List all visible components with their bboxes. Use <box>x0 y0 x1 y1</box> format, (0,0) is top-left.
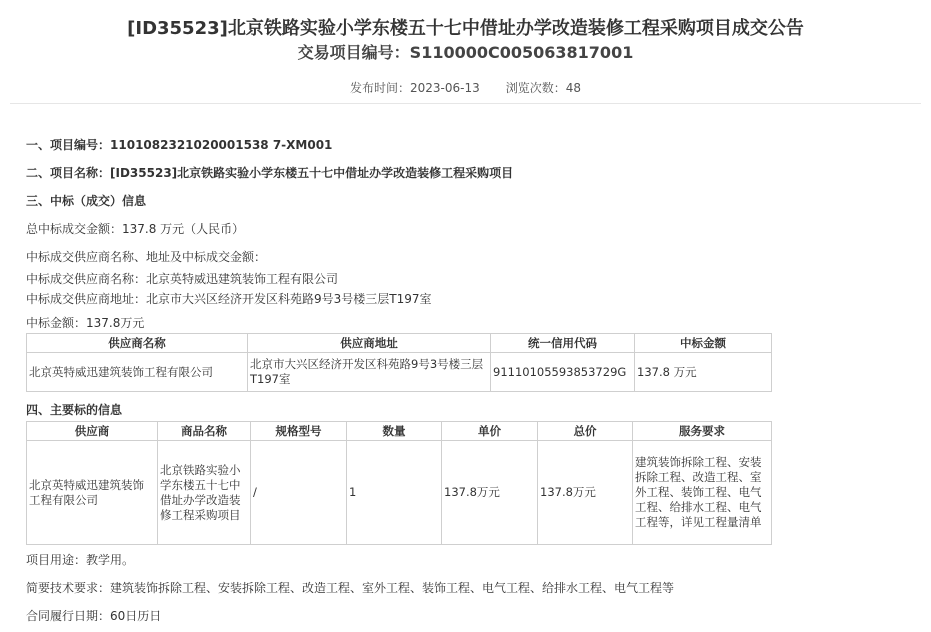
trade-number <box>0 40 931 63</box>
supplier-table <box>26 333 772 392</box>
table-header: 中标金额 <box>635 334 772 353</box>
table-header: 规格型号 <box>251 422 347 441</box>
project-number-value: 1101082321020001538 7-XM001 <box>110 138 333 152</box>
table-cell: 北京英特威迅建筑装饰工程有限公司 <box>27 441 158 545</box>
table-cell: 北京市大兴区经济开发区科苑路9号3号楼三层T197室 <box>248 353 491 392</box>
views-label: 浏览次数： <box>505 81 566 95</box>
table-header: 供应商 <box>27 422 158 441</box>
project-usage: 项目用途：教学用。 <box>26 553 135 567</box>
supplier-address: 中标成交供应商地址：北京市大兴区经济开发区科苑路9号3号楼三层T197室 <box>26 292 432 306</box>
award-amount: 中标金额：137.8万元 <box>26 316 145 330</box>
views-count: 48 <box>565 81 582 95</box>
table-cell: 137.8 万元 <box>635 353 772 392</box>
table-cell: 137.8万元 <box>442 441 538 545</box>
table-cell: 91110105593853729G <box>491 353 635 392</box>
publish-label: 发布时间： <box>349 81 410 95</box>
table-header: 商品名称 <box>158 422 251 441</box>
supplier-name: 中标成交供应商名称：北京英特威迅建筑装饰工程有限公司 <box>26 272 339 286</box>
project-name-label: 二、项目名称： <box>26 166 111 180</box>
table-header-row <box>27 334 772 353</box>
table-cell: 北京英特威迅建筑装饰工程有限公司 <box>27 353 248 392</box>
project-number-label: 一、项目编号： <box>26 138 111 152</box>
table-cell: / <box>251 441 347 545</box>
table-header: 统一信用代码 <box>491 334 635 353</box>
award-heading: 三、中标（成交）信息 <box>26 194 147 208</box>
table-cell: 1 <box>347 441 442 545</box>
items-table <box>26 421 772 545</box>
table-cell: 北京铁路实验小学东楼五十七中借址办学改造装修工程采购项目 <box>158 441 251 545</box>
trade-number-label: 交易项目编号： <box>297 43 410 62</box>
trade-number-value: S110000C005063817001 <box>409 43 634 62</box>
supplier-intro: 中标成交供应商名称、地址及中标成交金额： <box>26 250 267 264</box>
project-name <box>26 164 513 181</box>
project-number <box>26 136 332 153</box>
table-header: 服务要求 <box>633 422 772 441</box>
table-header: 单价 <box>442 422 538 441</box>
tech-requirements: 简要技术要求：建筑装饰拆除工程、安装拆除工程、改造工程、室外工程、装饰工程、电气工程、给排水工程、电气工程等 <box>26 581 675 595</box>
header-divider <box>10 103 921 104</box>
table-header: 总价 <box>538 422 633 441</box>
publish-meta <box>0 79 931 96</box>
table-cell: 建筑装饰拆除工程、安装拆除工程、改造工程、室外工程、装饰工程、电气工程、给排水工程、电气工程等，详见工程量清单 <box>633 441 772 545</box>
project-name-value: [ID35523]北京铁路实验小学东楼五十七中借址办学改造装修工程采购项目 <box>110 166 514 180</box>
table-header: 供应商地址 <box>248 334 491 353</box>
table-row <box>27 353 772 392</box>
table-header: 供应商名称 <box>27 334 248 353</box>
page-title: [ID35523]北京铁路实验小学东楼五十七中借址办学改造装修工程采购项目成交公告 <box>127 18 804 39</box>
table-cell: 137.8万元 <box>538 441 633 545</box>
publish-date: 2023-06-13 <box>409 81 480 95</box>
table-header: 数量 <box>347 422 442 441</box>
items-heading: 四、主要标的信息 <box>26 403 123 417</box>
contract-period: 合同履行日期：60日历日 <box>26 609 162 623</box>
total-amount: 总中标成交金额：137.8 万元（人民币） <box>26 222 245 236</box>
table-row <box>27 441 772 545</box>
table-header-row <box>27 422 772 441</box>
